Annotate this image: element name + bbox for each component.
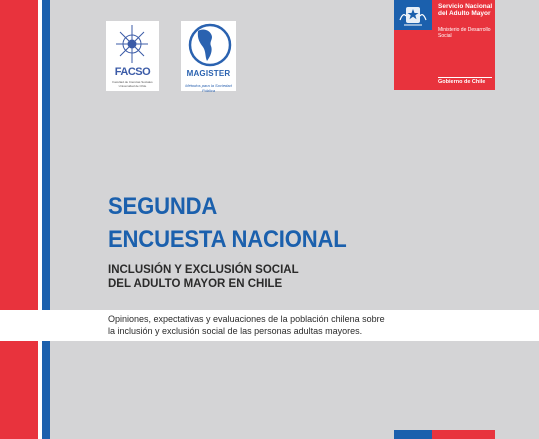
bottom-flag-blue — [394, 430, 432, 439]
bottom-flag-red — [432, 430, 495, 439]
service-title: Servicio Nacional del Adulto Mayor — [438, 3, 493, 17]
panel-divider — [438, 77, 492, 78]
description-line-1: Opiniones, expectativas y evaluaciones de la población chilena sobre — [108, 314, 385, 324]
coat-of-arms-icon — [394, 0, 432, 30]
flag-blue-canton — [394, 0, 432, 30]
bottom-flag-bar — [394, 430, 495, 439]
headline-line-2: ENCUESTA NACIONAL — [108, 226, 347, 253]
facso-logo — [106, 21, 159, 91]
facso-name: FACSO — [114, 66, 151, 78]
facso-subtitle: Facultad de Ciencias Sociales Universidad de Chile — [112, 80, 153, 88]
subheadline-line-1: INCLUSIÓN Y EXCLUSIÓN SOCIAL — [108, 264, 299, 276]
headline-line-1: SEGUNDA — [108, 193, 218, 220]
magister-subtitle: Métodos para la Sociedad Pública — [185, 83, 232, 93]
magister-name: MAGISTER — [186, 69, 231, 78]
magister-logo — [181, 21, 236, 91]
government-footer: Gobierno de Chile — [438, 79, 486, 85]
left-blue-stripe — [42, 0, 50, 439]
subheadline-line-2: DEL ADULTO MAYOR EN CHILE — [108, 278, 283, 290]
ministry-subtitle: Ministerio de Desarrollo Social — [438, 27, 491, 39]
facso-emblem-icon — [106, 21, 159, 66]
left-red-stripe — [0, 0, 38, 439]
magister-globe-icon — [181, 21, 236, 69]
description-line-2: la inclusión y exclusión social de las personas adultas mayores. — [108, 326, 363, 336]
government-logo-panel — [394, 0, 495, 90]
description-band — [0, 310, 539, 341]
